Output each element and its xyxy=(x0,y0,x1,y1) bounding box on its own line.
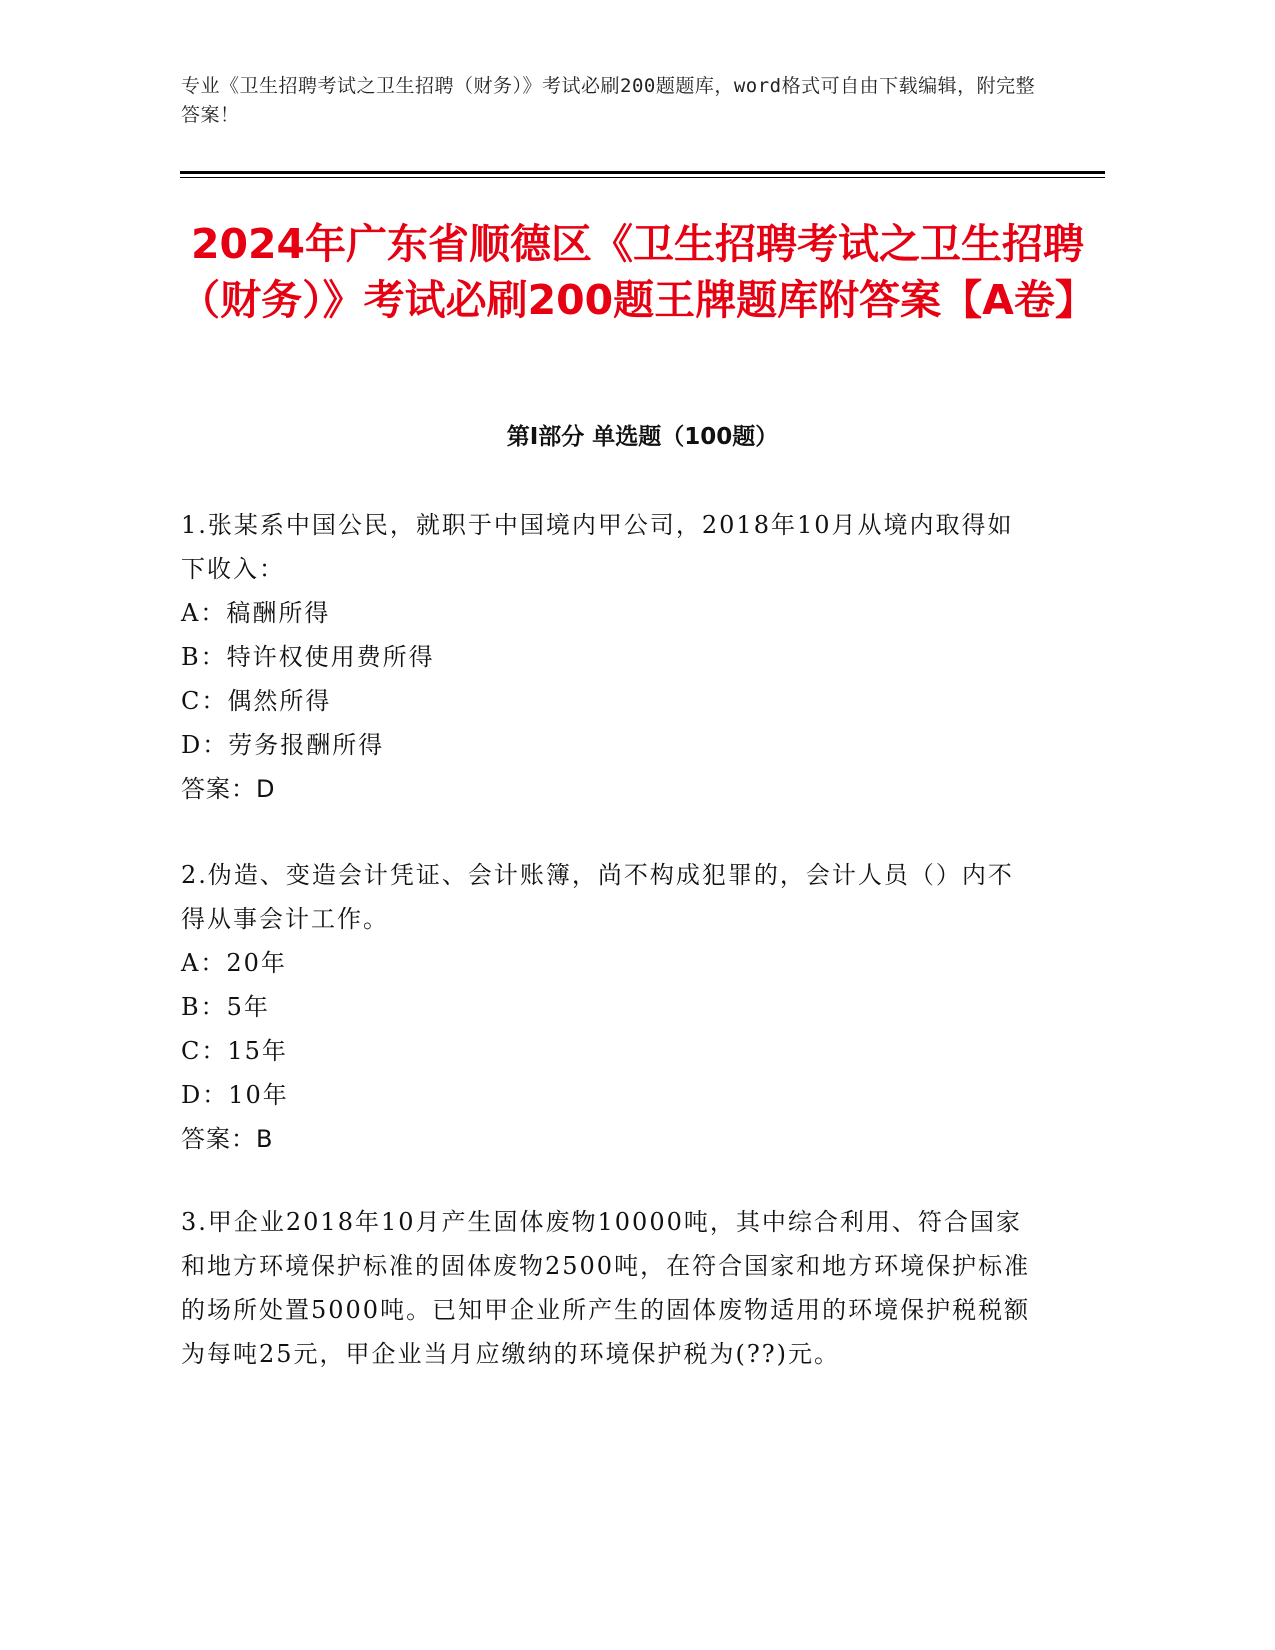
option-b: B：5年 xyxy=(181,993,270,1021)
document-title: 2024年广东省顺德区《卫生招聘考试之卫生招聘（财务）》考试必刷200题王牌题库附答案【A卷】 xyxy=(179,220,1096,324)
question-3 xyxy=(181,1200,1036,1376)
header-divider-thin xyxy=(180,177,1105,178)
option-b: B：特许权使用费所得 xyxy=(181,643,435,671)
document-header-note: 专业《卫生招聘考试之卫生招聘（财务）》考试必刷200题题库，word格式可自由下载编辑，附完整答案！ xyxy=(181,75,1036,126)
answer: 答案：D xyxy=(181,775,276,803)
section-title: 第Ⅰ部分 单选题（100题） xyxy=(506,424,779,450)
option-c: C：15年 xyxy=(181,1037,288,1065)
option-a: A：20年 xyxy=(181,949,287,977)
question-stem: 3.甲企业2018年10月产生固体废物10000吨，其中综合利用、符合国家和地方环境保护标准的固体废物2500吨，在符合国家和地方环境保护标准的场所处置5000吨。已知甲企业所产生的固体废物适用的环境保护税税额为每吨25元，甲企业当月应缴纳的环境保护税为(??)元。 xyxy=(181,1208,1031,1368)
question-1 xyxy=(181,503,1036,811)
question-stem: 1.张某系中国公民，就职于中国境内甲公司，2018年10月从境内取得如下收入： xyxy=(181,511,1014,583)
question-2 xyxy=(181,853,1036,1161)
question-stem: 2.伪造、变造会计凭证、会计账簿，尚不构成犯罪的，会计人员（）内不得从事会计工作。 xyxy=(181,861,1014,933)
answer: 答案：B xyxy=(181,1125,274,1153)
option-a: A：稿酬所得 xyxy=(181,599,331,627)
option-d: D：10年 xyxy=(181,1081,289,1109)
option-d: D：劳务报酬所得 xyxy=(181,731,385,759)
option-c: C：偶然所得 xyxy=(181,687,332,715)
header-divider xyxy=(180,171,1105,174)
